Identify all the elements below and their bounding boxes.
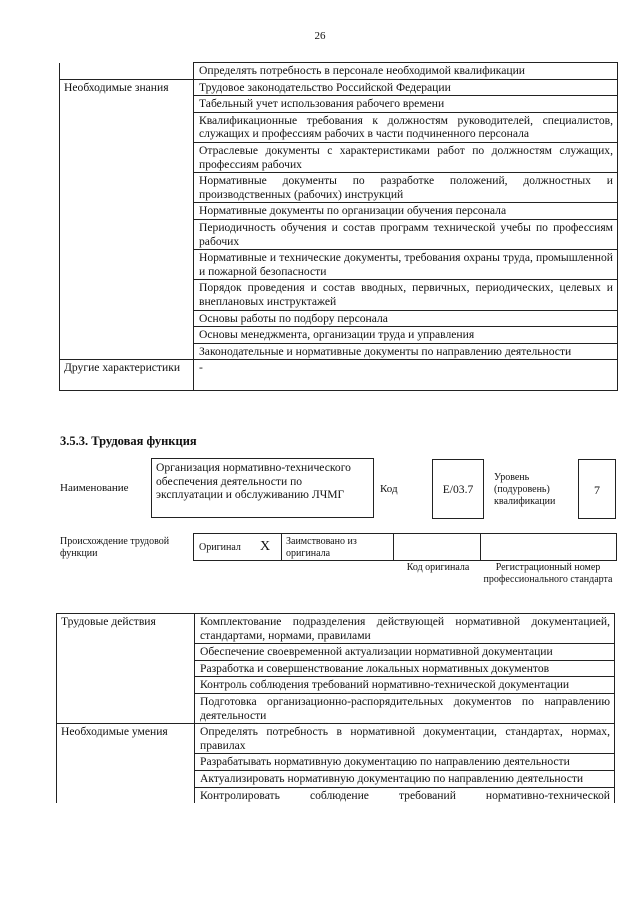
skill-item: Разрабатывать нормативную документацию по направлению деятельности bbox=[195, 754, 615, 771]
reg-number-caption: Регистрационный номер профессионального стандарта bbox=[483, 562, 613, 585]
section-title: 3.5.3. Трудовая функция bbox=[60, 434, 197, 448]
level-label: Уровень (подуровень) квалификации bbox=[494, 472, 556, 507]
original-cell bbox=[193, 533, 282, 561]
page-number: 26 bbox=[314, 30, 326, 42]
origin-label: Происхождение трудовой функции bbox=[60, 536, 170, 559]
level-box bbox=[578, 459, 616, 519]
skill-item: Контролировать соблюдение требований нормативно-технической bbox=[195, 787, 615, 803]
actions-table bbox=[56, 613, 615, 803]
knowledge-item: Трудовое законодательство Российской Федерации bbox=[194, 79, 618, 96]
first-row-text: Определять потребность в персонале необходимой квалификации bbox=[194, 63, 618, 80]
labor-action-item: Разработка и совершенствование локальных нормативных документов bbox=[195, 660, 615, 677]
knowledge-item: Основы менеджмента, организации труда и управления bbox=[194, 327, 618, 344]
original-code-cell bbox=[393, 533, 481, 561]
name-label: Наименование bbox=[60, 482, 129, 494]
knowledge-item: Табельный учет использования рабочего времени bbox=[194, 96, 618, 113]
knowledge-item: Нормативные документы по разработке положений, должностных и производственных (рабочих) инструкций bbox=[194, 173, 618, 203]
code-value: E/03.7 bbox=[442, 483, 474, 496]
function-name-box bbox=[151, 458, 374, 518]
labor-action-item: Контроль соблюдения требований нормативно-технической документации bbox=[195, 677, 615, 694]
required-skills-label: Необходимые умения bbox=[57, 724, 195, 803]
knowledge-item: Законодательные и нормативные документы по направлению деятельности bbox=[194, 343, 618, 360]
original-code-caption: Код оригинала bbox=[406, 562, 470, 573]
original-mark: X bbox=[260, 539, 271, 554]
labor-action-item: Подготовка организационно-распорядительных документов по направлению деятельности bbox=[195, 693, 615, 723]
knowledge-table bbox=[59, 62, 618, 391]
knowledge-item: Основы работы по подбору персонала bbox=[194, 310, 618, 327]
borrowed-label: Заимствовано из оригинала bbox=[286, 536, 357, 559]
knowledge-item: Периодичность обучения и состав программ технической учебы по профессиям рабочих bbox=[194, 219, 618, 249]
function-name-value: Организация нормативно-технического обеспечения деятельности по эксплуатации и обслуживанию ЛЧМГ bbox=[156, 461, 351, 502]
other-characteristics-value: - bbox=[194, 360, 618, 391]
borrowed-cell bbox=[281, 533, 394, 561]
labor-action-item: Комплектование подразделения действующей нормативной документацией, стандартами, нормами, правилами bbox=[195, 614, 615, 644]
required-knowledge-label: Необходимые знания bbox=[60, 79, 194, 360]
code-box bbox=[432, 459, 484, 519]
knowledge-item: Отраслевые документы с характеристиками работ по должностям служащих, профессиям рабочих bbox=[194, 142, 618, 172]
knowledge-item: Нормативные документы по организации обучения персонала bbox=[194, 203, 618, 220]
level-value: 7 bbox=[594, 483, 600, 497]
other-characteristics-label: Другие характеристики bbox=[60, 360, 194, 391]
knowledge-blank-cell bbox=[60, 63, 194, 80]
labor-actions-label: Трудовые действия bbox=[57, 614, 195, 724]
reg-number-cell bbox=[480, 533, 617, 561]
skill-item: Актуализировать нормативную документацию по направлению деятельности bbox=[195, 770, 615, 787]
original-label: Оригинал bbox=[199, 542, 241, 553]
knowledge-item: Квалификационные требования к должностям руководителей, специалистов, служащих и профессиям рабочих в части подчиненного персонала bbox=[194, 112, 618, 142]
origin-row bbox=[193, 533, 617, 561]
knowledge-item: Нормативные и технические документы, требования охраны труда, промышленной и пожарной безопасности bbox=[194, 250, 618, 280]
knowledge-item: Порядок проведения и состав вводных, первичных, периодических, целевых и внеплановых инструктажей bbox=[194, 280, 618, 310]
code-label: Код bbox=[380, 483, 398, 495]
labor-action-item: Обеспечение своевременной актуализации нормативной документации bbox=[195, 644, 615, 661]
skill-item: Определять потребность в нормативной документации, стандартах, нормах, правилах bbox=[195, 724, 615, 754]
